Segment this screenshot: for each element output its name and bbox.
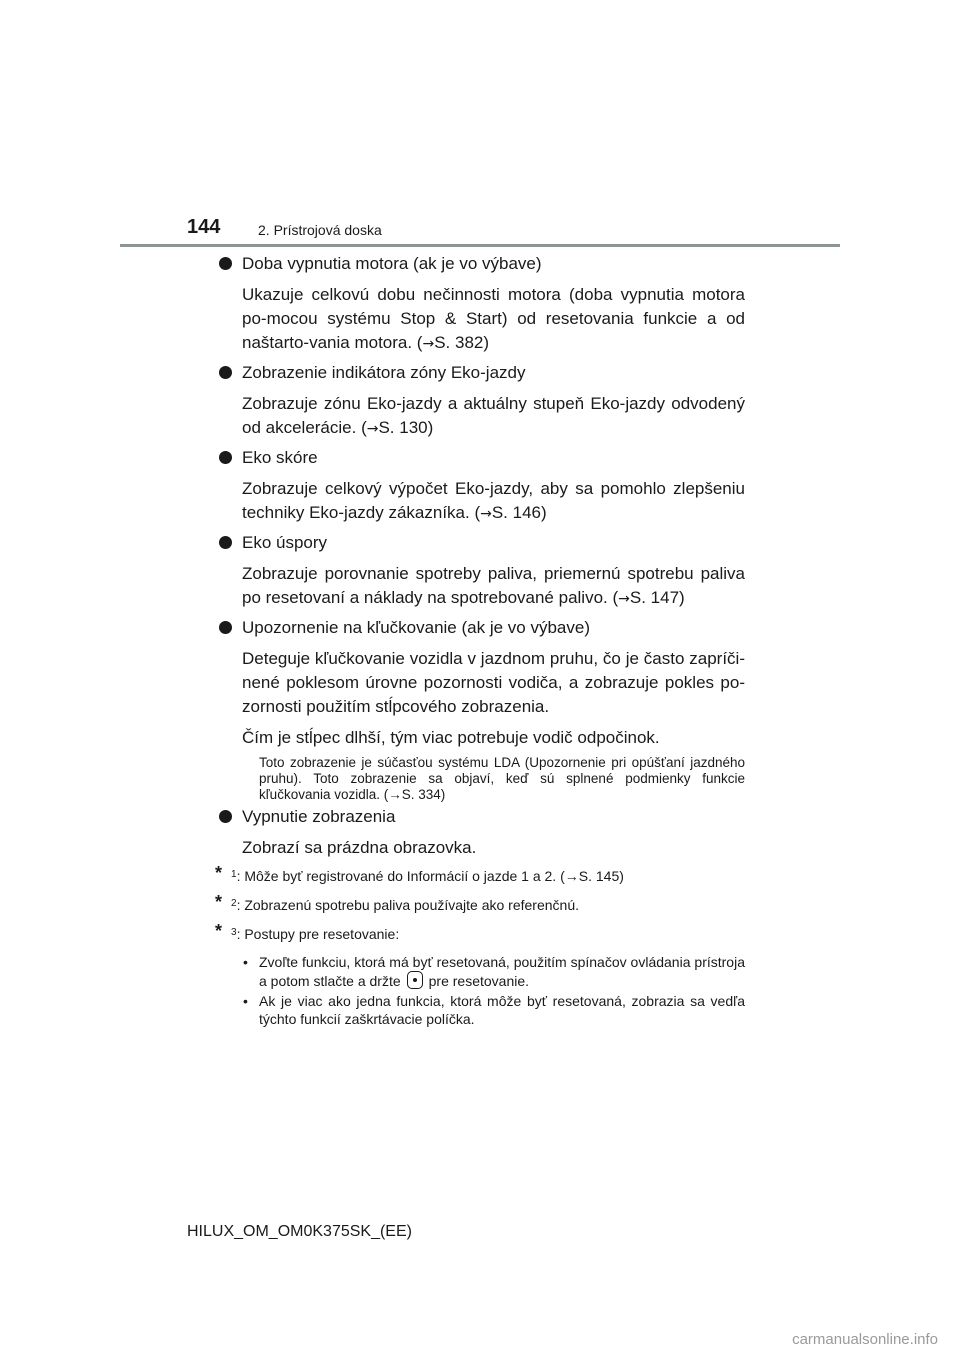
item-description: Zobrazuje porovnanie spotreby paliva, priemernú spotrebu paliva po resetovaní a náklady na spotrebované palivo. (→S. 147): [242, 564, 745, 607]
bullet-icon: •: [243, 954, 248, 970]
bullet-icon: [219, 257, 232, 270]
arrow-icon: →: [480, 506, 492, 522]
item-description: Deteguje kľučkovanie vozidla v jazdnom pruhu, čo je často zapríči-nené poklesom úrovne pozornosti vodiča, a zobrazuje pokles po-zornosti použitím stĺpcového zobrazenia.: [242, 649, 745, 716]
reset-switch-icon: [407, 971, 423, 989]
bullet-icon: [219, 366, 232, 379]
bullet-icon: [219, 451, 232, 464]
item-description: Zobrazí sa prázdna obrazovka.: [242, 838, 477, 857]
footnote: * $^3$: Postupy pre resetovanie:: [215, 921, 400, 942]
item-heading: Vypnutie zobrazenia: [215, 805, 745, 829]
arrow-icon: →: [366, 421, 379, 437]
footnote: * $^1$: Môže byť registrované do Informácií o jazde 1 a 2. (→S. 145): [215, 863, 624, 884]
watermark: carmanualsonline.info: [792, 1331, 938, 1348]
footnote-sub-bullet: • Ak je viac ako jedna funkcia, ktorá môže byť resetovaná, zobrazia sa vedľa týchto funkcií zaškrtávacie políčka.: [243, 993, 745, 1027]
item-heading: Upozornenie na kľučkovanie (ak je vo výbave): [215, 616, 745, 640]
bullet-icon: [219, 536, 232, 549]
arrow-icon: →: [422, 336, 435, 352]
item-description: Ukazuje celkovú dobu nečinnosti motora (doba vypnutia motora po-mocou systému Stop & Start) od resetovania funkcie a od naštarto-vania motora. (→S. 382): [242, 285, 745, 352]
item-note: Toto zobrazenie je súčasťou systému LDA (Upozornenie pri opúšťaní jazdného pruhu). Toto zobrazenie sa objaví, keď sú splnené podmienky funkcie kľučkovania vozidla. (→S. 334): [259, 755, 745, 802]
arrow-icon: →: [388, 787, 402, 802]
arrow-icon: →: [618, 591, 630, 607]
footnote-star: *: [215, 892, 223, 912]
item-heading: Doba vypnutia motora (ak je vo výbave): [215, 252, 745, 276]
footnote-sub-bullet: • Zvoľte funkciu, ktorá má byť resetovaná, použitím spínačov ovládania prístroja a potom stlačte a držte pre resetovanie.: [243, 954, 745, 989]
bullet-icon: [219, 810, 232, 823]
page-number: 144: [187, 216, 221, 238]
footnote-star: *: [215, 921, 223, 941]
item-heading: Zobrazenie indikátora zóny Eko-jazdy: [215, 361, 745, 385]
bullet-icon: [219, 621, 232, 634]
document-code: HILUX_OM_OM0K375SK_(EE): [187, 1223, 412, 1240]
footnote: * $^2$: Zobrazenú spotrebu paliva používajte ako referenčnú.: [215, 892, 579, 913]
item-description: Zobrazuje zónu Eko-jazdy a aktuálny stupeň Eko-jazdy odvodený od akcelerácie. (→S. 130): [242, 394, 745, 437]
arrow-icon: →: [564, 868, 579, 884]
item-heading: Eko skóre: [215, 446, 745, 470]
bullet-icon: •: [243, 993, 248, 1009]
item-heading: Eko úspory: [215, 531, 745, 555]
section-title: 2. Prístrojová doska: [258, 222, 382, 238]
item-description: Zobrazuje celkový výpočet Eko-jazdy, aby sa pomohlo zlepšeniu techniky Eko-jazdy zákazníka. (→S. 146): [242, 479, 745, 522]
item-description: Čím je stĺpec dlhší, tým viac potrebuje vodič odpočinok.: [242, 728, 660, 747]
page-content: [215, 252, 745, 1028]
header-divider: [120, 244, 840, 247]
footnote-star: *: [215, 863, 223, 883]
